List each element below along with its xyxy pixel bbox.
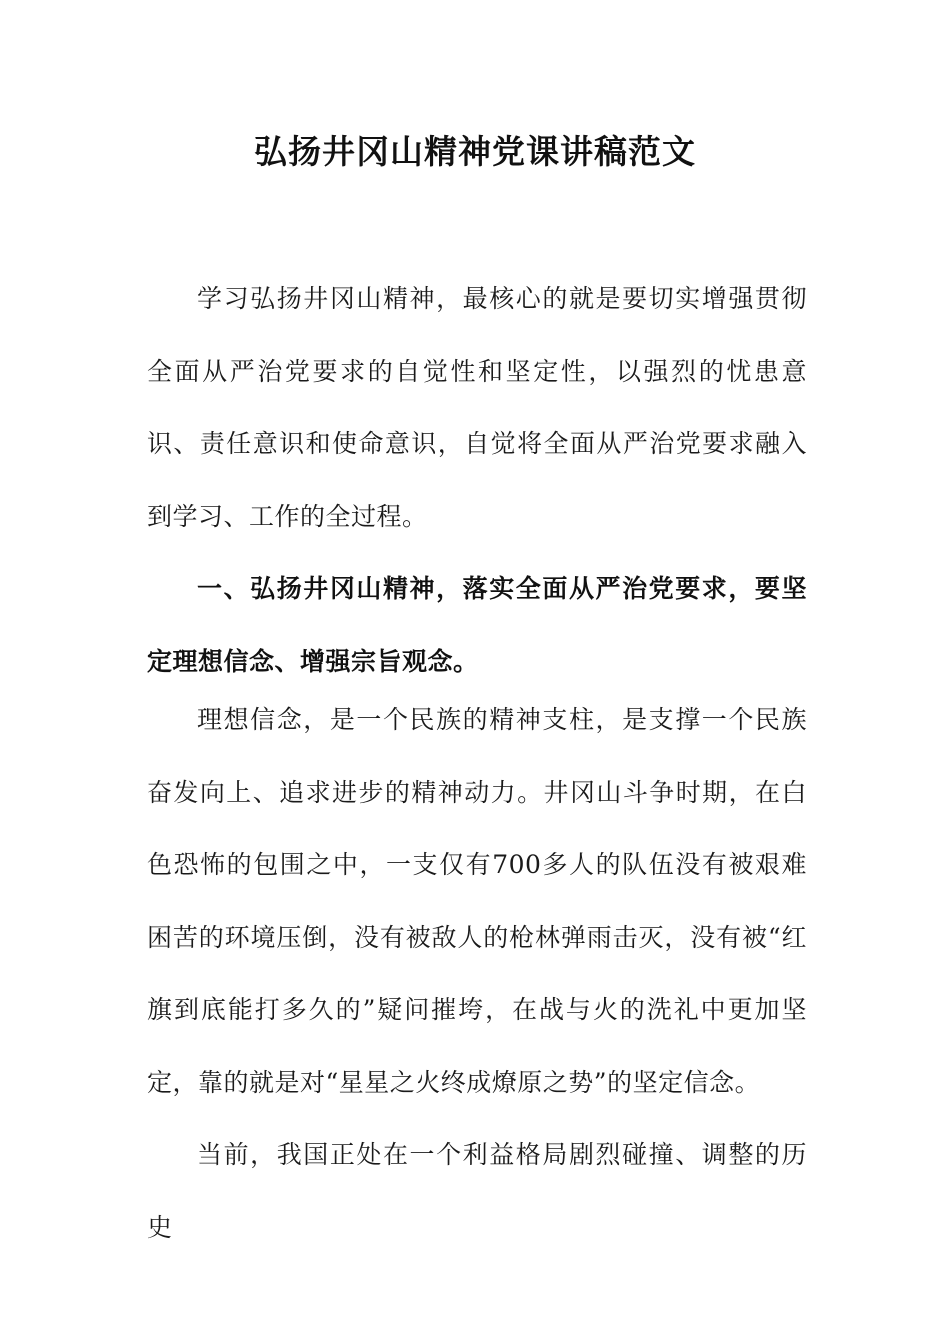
paragraph-intro: 学习弘扬井冈山精神，最核心的就是要切实增强贯彻全面从严治党要求的自觉性和坚定性，以强烈的忧患意识、责任意识和使命意识，自觉将全面从严治党要求融入到学习、工作的全过程。: [147, 284, 807, 531]
paragraph-ideals: 理想信念，是一个民族的精神支柱，是支撑一个民族奋发向上、追求进步的精神动力。井冈山斗争时期，在白色恐怖的包围之中，一支仅有700多人的队伍没有被艰难困苦的环境压倒，没有被敌人的枪林弹雨击灭，没有被“红旗到底能打多久的”疑问摧垮，在战与火的洗礼中更加坚定，靠的就是对“星星之火终成燎原之势”的坚定信念。: [147, 705, 807, 1097]
section-heading-1: 一、弘扬井冈山精神，落实全面从严治党要求，要坚定理想信念、增强宗旨观念。: [147, 574, 807, 676]
paragraph-current: 当前，我国正处在一个利益格局剧烈碰撞、调整的历史: [147, 1140, 807, 1242]
document-title: 弘扬井冈山精神党课讲稿范文: [254, 132, 696, 171]
